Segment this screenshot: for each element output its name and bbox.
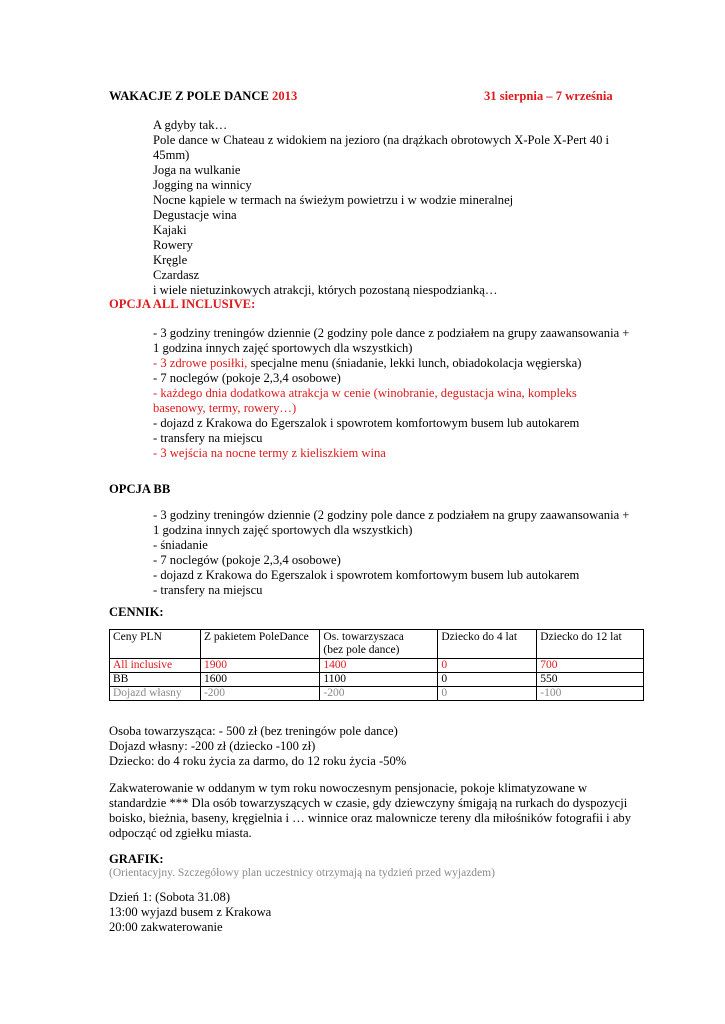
table-row [110,673,644,687]
title-year: 2013 [272,89,298,103]
table-header-cell: Dziecko do 4 lat [438,630,537,659]
table-header-cell [320,630,438,659]
bb-heading: OPCJA BB [109,482,171,496]
option-line: - 7 noclegów (pokoje 2,3,4 osobowe) [153,371,341,385]
accommodation-text [109,781,631,841]
intro-line: i wiele nietuzinkowych atrakcji, których pozostaną niespodzianką… [153,283,498,297]
option-line: 1 godzina innych zajęć sportowych dla wszystkich) [153,341,413,355]
date-range: 31 sierpnia – 7 września [484,89,613,103]
table-cell: 0 [438,687,537,701]
table-cell: 1100 [320,673,438,687]
intro-line: Kręgle [153,253,188,267]
option-line [153,356,629,371]
table-cell: 0 [438,659,537,673]
table-cell: 1400 [320,659,438,673]
table-cell: -200 [200,687,319,701]
note-line: Osoba towarzysząca: - 500 zł (bez treningów pole dance) [109,724,398,738]
intro-line: Kajaki [153,223,187,237]
paragraph-line: Zakwaterowanie w oddanym w tym roku nowoczesnym pensjonacie, pokoje klimatyzowane w [109,781,588,795]
intro-line: Pole dance w Chateau z widokiem na jezioro (na drążkach obrotowych X-Pole X-Pert 40 i [153,133,610,147]
paragraph-line: boisko, bieżnia, baseny, kręgielnia i … winnice oraz malownicze tereny dla miłośników fotografii i aby [109,811,632,825]
intro-line: Rowery [153,238,193,252]
note-line: Dojazd własny: -200 zł (dziecko -100 zł) [109,739,316,753]
highlight-text: - 3 zdrowe posiłki, [153,356,248,370]
table-cell: 1600 [200,673,319,687]
table-header-cell: Ceny PLN [110,630,201,659]
option-line-highlight: - 3 wejścia na nocne termy z kieliszkiem wina [153,446,386,460]
table-header-row [110,630,644,659]
schedule-line: Dzień 1: (Sobota 31.08) [109,890,231,904]
table-cell: -200 [320,687,438,701]
bb-list [153,508,629,598]
table-row [110,659,644,673]
price-table [109,629,644,701]
table-cell: 700 [537,659,644,673]
schedule-line: 20:00 zakwaterowanie [109,920,223,934]
table-cell: 550 [537,673,644,687]
table-cell: 1900 [200,659,319,673]
option-line: - śniadanie [153,538,208,552]
table-cell: -100 [537,687,644,701]
intro-line: A gdyby tak… [153,118,228,132]
paragraph-line: standardzie *** Dla osób towarzyszących w czasie, gdy dziewczyny śmigają na rurkach do dyspozycji [109,796,628,810]
table-cell: BB [110,673,201,687]
grafik-heading: GRAFIK: [109,852,164,866]
header-line: Os. towarzyszaca [323,631,404,643]
title-text: WAKACJE Z POLE DANCE [109,89,269,103]
schedule-line: 13:00 wyjazd busem z Krakowa [109,905,272,919]
note-line: Dziecko: do 4 roku życia za darmo, do 12 roku życia -50% [109,754,407,768]
price-notes [109,724,406,769]
all-inclusive-list [153,326,629,461]
intro-line: Joga na wulkanie [153,163,241,177]
intro-line: 45mm) [153,148,190,162]
option-line: - 3 godziny treningów dziennie (2 godziny pole dance z podziałem na grupy zaawansowania + [153,326,630,340]
table-cell: All inclusive [110,659,201,673]
intro-line: Jogging na winnicy [153,178,252,192]
intro-line: Degustacje wina [153,208,237,222]
option-line: - 3 godziny treningów dziennie (2 godziny pole dance z podziałem na grupy zaawansowania + [153,508,630,522]
option-line-highlight: - każdego dnia dodatkowa atrakcja w cenie (winobranie, degustacja wina, kompleks [153,386,577,400]
option-line: - transfery na miejscu [153,431,263,445]
option-line-highlight: basenowy, termy, rowery…) [153,401,297,415]
option-line: 1 godzina innych zajęć sportowych dla wszystkich) [153,523,413,537]
table-cell: Dojazd własny [110,687,201,701]
table-row [110,687,644,701]
header-line: (bez pole dance) [323,644,400,656]
paragraph-line: odpocząć od zgiełku miasta. [109,826,252,840]
grafik-note: (Orientacyjny. Szczegółowy plan uczestnicy otrzymają na tydzień przed wyjazdem) [109,867,495,879]
table-header-cell: Dziecko do 12 lat [537,630,644,659]
intro-line: Nocne kąpiele w termach na świeżym powietrzu i w wodzie mineralnej [153,193,514,207]
option-line: - dojazd z Krakowa do Egerszalok i spowrotem komfortowym busem lub autokarem [153,416,580,430]
option-line: - dojazd z Krakowa do Egerszalok i spowrotem komfortowym busem lub autokarem [153,568,580,582]
table-cell: 0 [438,673,537,687]
intro-line: Czardasz [153,268,200,282]
option-line-rest: specjalne menu (śniadanie, lekki lunch, obiadokolacja węgierska) [247,356,582,370]
cennik-heading: CENNIK: [109,605,164,619]
schedule-list [109,890,271,935]
table-header-cell: Z pakietem PoleDance [200,630,319,659]
all-inclusive-heading: OPCJA ALL INCLUSIVE: [109,297,256,311]
intro-list [153,118,609,298]
document-title [109,89,297,104]
option-line: - 7 noclegów (pokoje 2,3,4 osobowe) [153,553,341,567]
option-line: - transfery na miejscu [153,583,263,597]
